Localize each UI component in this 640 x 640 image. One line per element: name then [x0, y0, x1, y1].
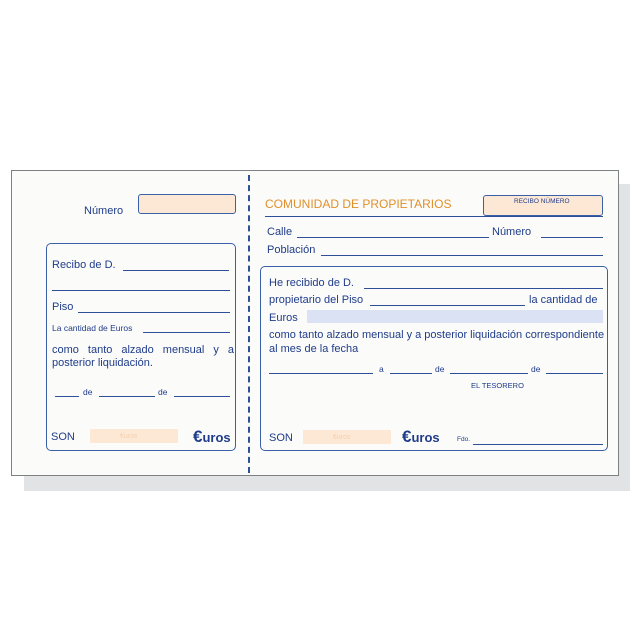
calle-label: Calle [267, 226, 293, 238]
he-recibido-label: He recibido de D. [269, 277, 354, 289]
fdo-signature-line[interactable] [473, 444, 603, 445]
he-recibido-line[interactable] [364, 288, 603, 289]
stub-cantidad-label: La cantidad de Euros [52, 323, 133, 333]
stub-piso-line[interactable] [78, 312, 230, 313]
title-underline [265, 216, 603, 217]
euros-label: Euros [269, 312, 298, 324]
euros-amount-field[interactable] [307, 310, 603, 323]
euros-logo [402, 428, 440, 445]
stub-fecha-year-line[interactable] [174, 396, 230, 397]
receipt-title: COMUNIDAD DE PROPIETARIOS [265, 197, 452, 211]
stub-son-watermark: €uros [120, 433, 138, 440]
stub-numero-field[interactable] [138, 194, 236, 214]
concepto-text: como tanto alzado mensual y a posterior liquidación correspondiente [269, 329, 605, 341]
stub-son-field[interactable] [90, 429, 178, 443]
poblacion-label: Población [267, 244, 316, 256]
stub-recibo-line[interactable] [123, 270, 229, 271]
stub-euros-logo-text: uros [202, 430, 231, 445]
piso-line[interactable] [370, 305, 525, 306]
son-watermark: €uros [333, 434, 351, 441]
numero-line[interactable] [541, 237, 603, 238]
stub-box [46, 243, 236, 451]
receipt-box [260, 266, 608, 451]
euros-logo-text: uros [411, 430, 440, 445]
mes-fecha-text: al mes de la fecha [269, 343, 359, 355]
stub-recibo-label: Recibo de D. [52, 259, 116, 271]
tesorero-label: EL TESORERO [471, 381, 524, 390]
fecha-day-line[interactable] [390, 373, 432, 374]
fecha-a: a [379, 364, 384, 374]
stub-son-label: SON [51, 431, 75, 443]
recibo-numero-label: RECIBO NÚMERO [514, 198, 570, 205]
stub-numero-label: Número [84, 205, 124, 217]
fdo-label: Fdo. [457, 436, 471, 443]
fecha-de-1: de [435, 364, 445, 374]
stub-recibo-line-2[interactable] [52, 290, 230, 291]
stub-de-2: de [158, 387, 168, 397]
fecha-lugar-line[interactable] [269, 373, 373, 374]
perforation-line [248, 175, 250, 473]
receipt-sheet [11, 170, 619, 476]
son-label: SON [269, 432, 293, 444]
euro-icon: € [402, 427, 412, 446]
euro-icon: € [193, 427, 203, 446]
stub-fecha-day-line[interactable] [55, 396, 79, 397]
stub-piso-label: Piso [52, 301, 74, 313]
poblacion-line[interactable] [321, 255, 603, 256]
fecha-de-2: de [531, 364, 541, 374]
cantidad-label: la cantidad de [529, 294, 598, 306]
fecha-month-line[interactable] [450, 373, 528, 374]
stub-de-1: de [83, 387, 93, 397]
stub-concepto: como tanto alzado mensual y a posterior liquidación. [52, 344, 234, 369]
numero-label: Número [492, 226, 532, 238]
stub-fecha-month-line[interactable] [99, 396, 155, 397]
stub-cantidad-line[interactable] [143, 332, 230, 333]
son-field[interactable] [303, 430, 391, 444]
recibo-numero-field[interactable] [483, 195, 603, 216]
calle-line[interactable] [297, 237, 489, 238]
propietario-label: propietario del Piso [269, 294, 364, 306]
fecha-year-line[interactable] [546, 373, 603, 374]
stub-euros-logo [193, 428, 231, 445]
